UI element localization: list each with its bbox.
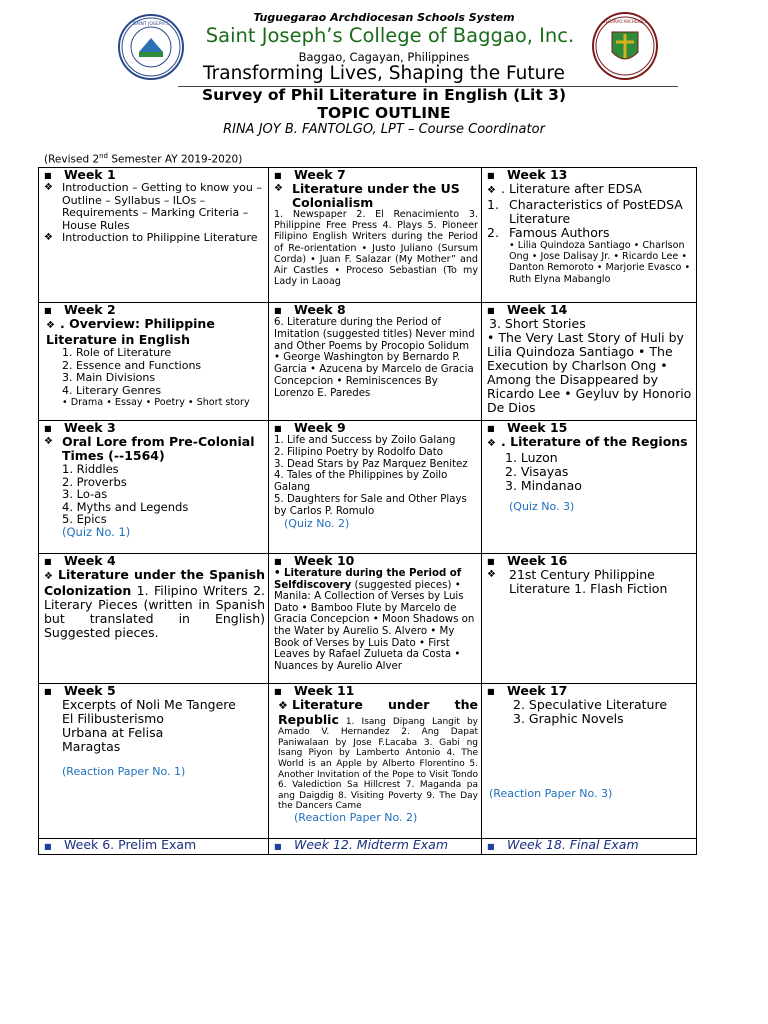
week-15-item-1: 1. Luzon <box>505 450 558 465</box>
reaction-paper-2-label: (Reaction Paper No. 2) <box>294 810 418 824</box>
quiz-2-label: (Quiz No. 2) <box>284 516 350 530</box>
week-3-heading: Oral Lore from Pre-Colonial Times (--1564) <box>62 434 255 463</box>
week-9-cell: ■ Week 9 1. Life and Success by Zoilo Galang 2. Filipino Poetry by Rodolfo Dato 3. Dead Stars by Paz Marquez Benitez 4. Tales of the Philippines by Zoilo Galang 5. Daughters for Sale and Other Plays by Carlos P. Romulo (Quiz No. 2) <box>269 421 482 554</box>
week-10-cell: ■ Week 10 • Literature during the Period of Selfdiscovery (suggested pieces) • Manila: A Collection of Verses by Luis Dato • Bamboo Flute by Marcelo de Gracia Concepcion • Moon Shadows on the Water by Aurelio S. Alvero • My Book of Verses by Luis Dato • First Leaves by Rafael Zulueta da Costa • Nuances by Aurelio Alver <box>269 554 482 684</box>
week-5-item-3: Urbana at Felisa <box>62 725 164 740</box>
week-3-title: Week 3 <box>64 420 116 435</box>
svg-text:TUGUEGARAO ARCHDIOCESAN: TUGUEGARAO ARCHDIOCESAN <box>594 19 656 24</box>
week-9-title: Week 9 <box>294 420 346 435</box>
week-8-title: Week 8 <box>294 302 346 317</box>
week-14-title: Week 14 <box>507 302 568 317</box>
week-2-heading: . Overview: Philippine Literature in English <box>46 316 215 347</box>
college-name: Saint Joseph’s College of Baggao, Inc. <box>205 24 575 47</box>
revision-note: (Revised 2nd Semester AY 2019-2020) <box>44 152 243 166</box>
course-title: Survey of Phil Literature in English (Lit 3) <box>201 86 567 104</box>
week-4-cell: ■ Week 4 ❖ Literature under the Spanish Colonization 1. Filipino Writers 2. Literary Pieces (written in Spanish but translated in English) Suggested pieces. <box>39 554 269 684</box>
midterm-exam-cell: ■ Week 12. Midterm Exam <box>269 839 482 855</box>
week-7-heading: Literature under the US Colonialism <box>292 181 460 210</box>
svg-text:SAINT JOSEPH'S: SAINT JOSEPH'S <box>133 22 169 27</box>
midterm-exam-label: Week 12. Midterm Exam <box>294 838 449 852</box>
week-17-item-2: 3. Graphic Novels <box>513 711 624 726</box>
week-1-title: Week 1 <box>64 167 116 182</box>
week-5-item-4: Maragtas <box>62 739 121 754</box>
week-13-authors: • Lilia Quindoza Santiago • Charlson Ong • Jose Dalisay Jr. • Ricardo Lee • Danton Remoroto • Marjorie Evasco • Ruth Elyna Mabanglo <box>509 240 691 285</box>
reaction-paper-3-label: (Reaction Paper No. 3) <box>489 787 613 800</box>
week-17-title: Week 17 <box>507 683 568 698</box>
week-8-cell: ■ Week 8 6. Literature during the Period of Imitation (suggested titles) Never mind and Other Poems by Procopio Solidum • George Washington by Bernardo P. Garcia • Azucena by Marcelo de Gracia Concepcion • Reminiscences By Lorenzo E. Paredes <box>269 303 482 421</box>
week-17-item-1: 2. Speculative Literature <box>513 697 668 712</box>
week-10-heading: • Literature during the Period of Selfdiscovery <box>274 568 462 591</box>
course-coordinator: RINA JOY B. FANTOLGO, LPT – Course Coordinator <box>223 122 545 137</box>
week-13-item-1: Characteristics of PostEDSA Literature <box>509 197 683 226</box>
document-title: TOPIC OUTLINE <box>317 104 451 122</box>
college-motto: Transforming Lives, Shaping the Future <box>203 63 565 84</box>
week-11-heading: Literature under the Republic <box>278 697 478 727</box>
week-2-genres: • Drama • Essay • Poetry • Short story <box>62 397 250 409</box>
week-1-intro: Introduction – Getting to know you – Outline – Syllabus – ILOs – Requirements – Marking Criteria – House Rules <box>62 181 262 232</box>
week-11-body: 1. Isang Dipang Langit by Amado V. Hernandez 2. Ang Dapat Paniwalaan by Jose F.Lacaba 3. Gabi ng Isang Piyon by Lamberto Antonio 4. The World is an Apple by Alberto Florentino 5. Another Invitation of the Pope to Visit Tondo 6. Valediction Sa Hillcrest 7. Maganda pa ang Daigdig 8. Visiting Poverty 9. The Day the Dancers Came <box>278 716 478 812</box>
topic-outline-table <box>38 167 697 855</box>
week-2-title: Week 2 <box>64 302 116 317</box>
week-1-cell: ■ Week 1 ❖ Introduction – Getting to know you – Outline – Syllabus – ILOs – Requirements – Marking Criteria – House Rules ❖ Introduction to Philippine Literature <box>39 168 269 303</box>
week-9-item-3: 3. Dead Stars by Paz Marquez Benitez <box>274 458 468 470</box>
week-13-item-2: Famous Authors <box>509 225 610 240</box>
quiz-1-label: (Quiz No. 1) <box>62 524 131 539</box>
week-10-title: Week 10 <box>294 553 355 568</box>
week-3-item-1: 1. Riddles <box>62 462 119 476</box>
week-16-cell: ■ Week 16 ❖ 21st Century Philippine Literature 1. Flash Fiction <box>482 554 697 684</box>
week-9-item-4: 4. Tales of the Philippines by Zoilo Galang <box>274 470 448 494</box>
week-9-item-2: 2. Filipino Poetry by Rodolfo Dato <box>274 446 444 458</box>
week-3-cell: ■ Week 3 ❖ Oral Lore from Pre-Colonial Times (--1564) 1. Riddles 2. Proverbs 3. Lo-as 4. Myths and Legends 5. Epics (Quiz No. 1) <box>39 421 269 554</box>
week-5-item-1: Excerpts of Noli Me Tangere <box>62 697 236 712</box>
week-16-title: Week 16 <box>507 553 568 568</box>
week-4-heading: Literature under the Spanish Colonization <box>44 567 265 598</box>
week-7-body: 1. Newspaper 2. El Renacimiento 3. Philippine Free Press 4. Plays 5. Pioneer Filipino English Writers during the Period of Re-orientation • Justo Juliano (Sursum Corda) • Juan F. Salazar (My Mother” and Air Castles • Proceso Sebastian (To my Lady in Laoag <box>274 209 478 288</box>
final-exam-cell: ■ Week 18. Final Exam <box>482 839 697 855</box>
final-exam-label: Week 18. Final Exam <box>507 838 639 852</box>
week-13-cell: ■ Week 13 ❖ . Literature after EDSA 1. Characteristics of PostEDSA Literature 2. Famous Authors • Lilia Quindoza Santiago • Charlson Ong • Jose Dalisay Jr. • Ricardo Lee • Danton Remoroto • Marjorie Evasco • Ruth Elyna Mabanglo <box>482 168 697 303</box>
week-14-body: • The Very Last Story of Huli by Lilia Quindoza Santiago • The Execution by Charlson Ong • Among the Disappeared by Ricardo Lee • Geyluv by Honorio De Dios <box>487 330 692 415</box>
week-14-cell: ■ Week 14 3. Short Stories • The Very Last Story of Huli by Lilia Quindoza Santiago • The Execution by Charlson Ong • Among the Disappeared by Ricardo Lee • Geyluv by Honorio De Dios <box>482 303 697 421</box>
week-15-heading: . Literature of the Regions <box>501 434 688 449</box>
week-5-title: Week 5 <box>64 683 116 698</box>
week-4-title: Week 4 <box>64 553 116 568</box>
week-2-cell: ■ Week 2 ❖ . Overview: Philippine Literature in English 1. Role of Literature 2. Essence and Functions 3. Main Divisions 4. Literary Genres • Drama • Essay • Poetry • Short story <box>39 303 269 421</box>
college-address: Baggao, Cagayan, Philippines <box>298 50 470 64</box>
week-2-item-1: 1. Role of Literature <box>62 346 172 359</box>
week-13-title: Week 13 <box>507 167 568 182</box>
week-9-item-5: 5. Daughters for Sale and Other Plays by Carlos P. Romulo <box>274 493 467 517</box>
week-11-cell: ■ Week 11 ❖ Literature under the Republic 1. Isang Dipang Langit by Amado V. Hernandez 2. Ang Dapat Paniwalaan by Jose F.Lacaba 3. Gabi ng Isang Piyon by Lamberto Antonio 4. The World is an Apple by Alberto Florentino 5. Another Invitation of the Pope to Visit Tondo 6. Valediction Sa Hillcrest 7. Maganda pa ang Daigdig 8. Visiting Poverty 9. The Day the Dancers Came (Reaction Paper No. 2) <box>269 684 482 839</box>
school-system: Tuguegarao Archdiocesan Schools System <box>253 11 515 24</box>
week-5-cell: ■ Week 5 Excerpts of Noli Me Tangere El Filibusterismo Urbana at Felisa Maragtas (Reaction Paper No. 1) <box>39 684 269 839</box>
week-15-item-2: 2. Visayas <box>505 464 569 479</box>
week-13-heading: . Literature after EDSA <box>501 181 642 196</box>
week-2-item-3: 3. Main Divisions <box>62 371 156 385</box>
week-9-item-1: 1. Life and Success by Zoilo Galang <box>274 435 456 446</box>
week-7-title: Week 7 <box>294 167 346 182</box>
week-16-body: 21st Century Philippine Literature 1. Flash Fiction <box>509 567 668 596</box>
week-3-item-3: 3. Lo-as <box>62 487 108 502</box>
week-3-item-4: 4. Myths and Legends <box>62 499 189 514</box>
week-1-intro-lit: Introduction to Philippine Literature <box>62 231 258 245</box>
week-14-heading: 3. Short Stories <box>489 316 586 331</box>
reaction-paper-1-label: (Reaction Paper No. 1) <box>62 765 186 778</box>
week-3-item-2: 2. Proverbs <box>62 474 127 489</box>
week-15-title: Week 15 <box>507 420 568 435</box>
week-5-item-2: El Filibusterismo <box>62 711 164 726</box>
week-15-cell: ■ Week 15 ❖ . Literature of the Regions 1. Luzon 2. Visayas 3. Mindanao (Quiz No. 3) <box>482 421 697 554</box>
week-4-body: 1. Filipino Writers 2. Literary Pieces (written in Spanish but translated in English) Suggested pieces. <box>44 583 265 640</box>
week-8-body: 6. Literature during the Period of Imitation (suggested titles) Never mind and Other Poems by Procopio Solidum • George Washington by Bernardo P. Garcia • Azucena by Marcelo de Gracia Concepcion • Reminiscences By Lorenzo E. Paredes <box>274 317 475 399</box>
week-15-item-3: 3. Mindanao <box>505 478 582 493</box>
week-17-cell: ■ Week 17 2. Speculative Literature 3. Graphic Novels (Reaction Paper No. 3) <box>482 684 697 839</box>
quiz-3-label: (Quiz No. 3) <box>509 500 575 513</box>
week-10-body: (suggested pieces) • Manila: A Collection of Verses by Luis Dato • Bamboo Flute by Marcelo de Gracia Concepcion • Moon Shadows on the Water by Aurelio S. Alvero • My Book of Verses by Luis Dato • First Leaves by Rafael Zulueta da Costa • Nuances by Aurelio Alver <box>274 579 475 672</box>
week-7-cell: ■ Week 7 ❖ Literature under the US Colonialism 1. Newspaper 2. El Renacimiento 3. Philippine Free Press 4. Plays 5. Pioneer Filipino English Writers during the Period of Re-orientation • Justo Juliano (Sursum Corda) • Juan F. Salazar (My Mother” and Air Castles • Proceso Sebastian (To my Lady in Laoag <box>269 168 482 303</box>
week-11-title: Week 11 <box>294 683 355 698</box>
prelim-exam-label: Week 6. Prelim Exam <box>64 838 197 852</box>
week-3-item-5: 5. Epics <box>62 512 107 527</box>
week-2-item-4: 4. Literary Genres <box>62 383 162 397</box>
prelim-exam-cell: ■ Week 6. Prelim Exam <box>39 839 269 855</box>
week-2-item-2: 2. Essence and Functions <box>62 358 202 372</box>
